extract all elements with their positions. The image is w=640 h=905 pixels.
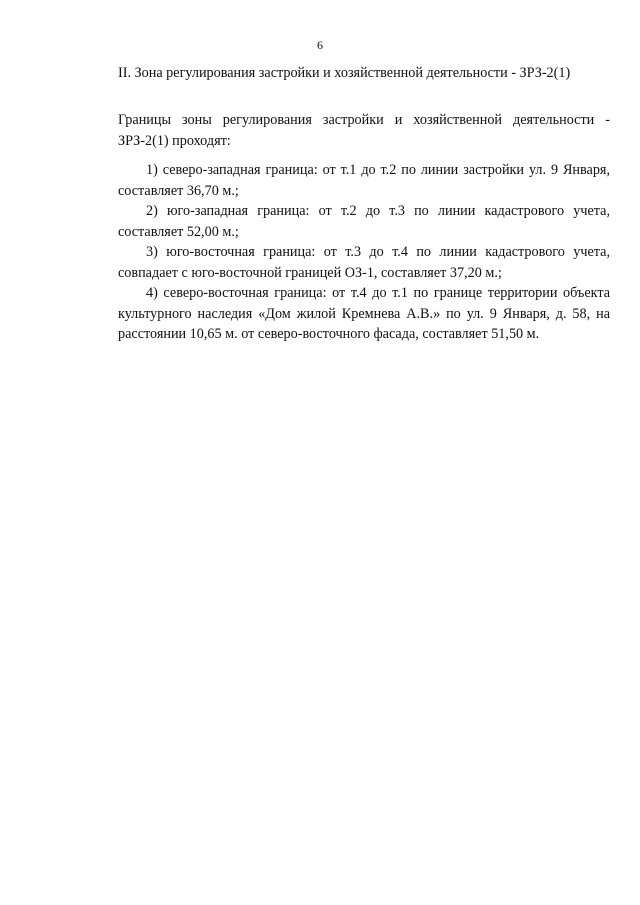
- boundary-item-northeast: 4) северо-восточная граница: от т.4 до т.1 по границе территории объекта культурного наследия «Дом жилой Кремнева А.В.» по ул. 9 Января, д. 58, на расстоянии 10,65 м. от северо-восточного фасада, составляет 51,50 м.: [118, 285, 610, 342]
- boundary-list: [118, 160, 610, 345]
- section-heading: II. Зона регулирования застройки и хозяйственной деятельности - ЗРЗ-2(1): [118, 65, 571, 81]
- boundary-item-southwest: 2) юго-западная граница: от т.2 до т.3 по линии кадастрового учета, составляет 52,00 м.;: [118, 203, 610, 240]
- page-number: 6: [317, 38, 323, 52]
- intro-paragraph: Границы зоны регулирования застройки и хозяйственной деятельности - ЗРЗ-2(1) проходят:: [118, 112, 610, 149]
- boundary-item-southeast: 3) юго-восточная граница: от т.3 до т.4 по линии кадастрового учета, совпадает с юго-восточной границей ОЗ-1, составляет 37,20 м.;: [118, 244, 610, 281]
- boundary-item-northwest: 1) северо-западная граница: от т.1 до т.2 по линии застройки ул. 9 Января, составляет 36,70 м.;: [118, 162, 610, 199]
